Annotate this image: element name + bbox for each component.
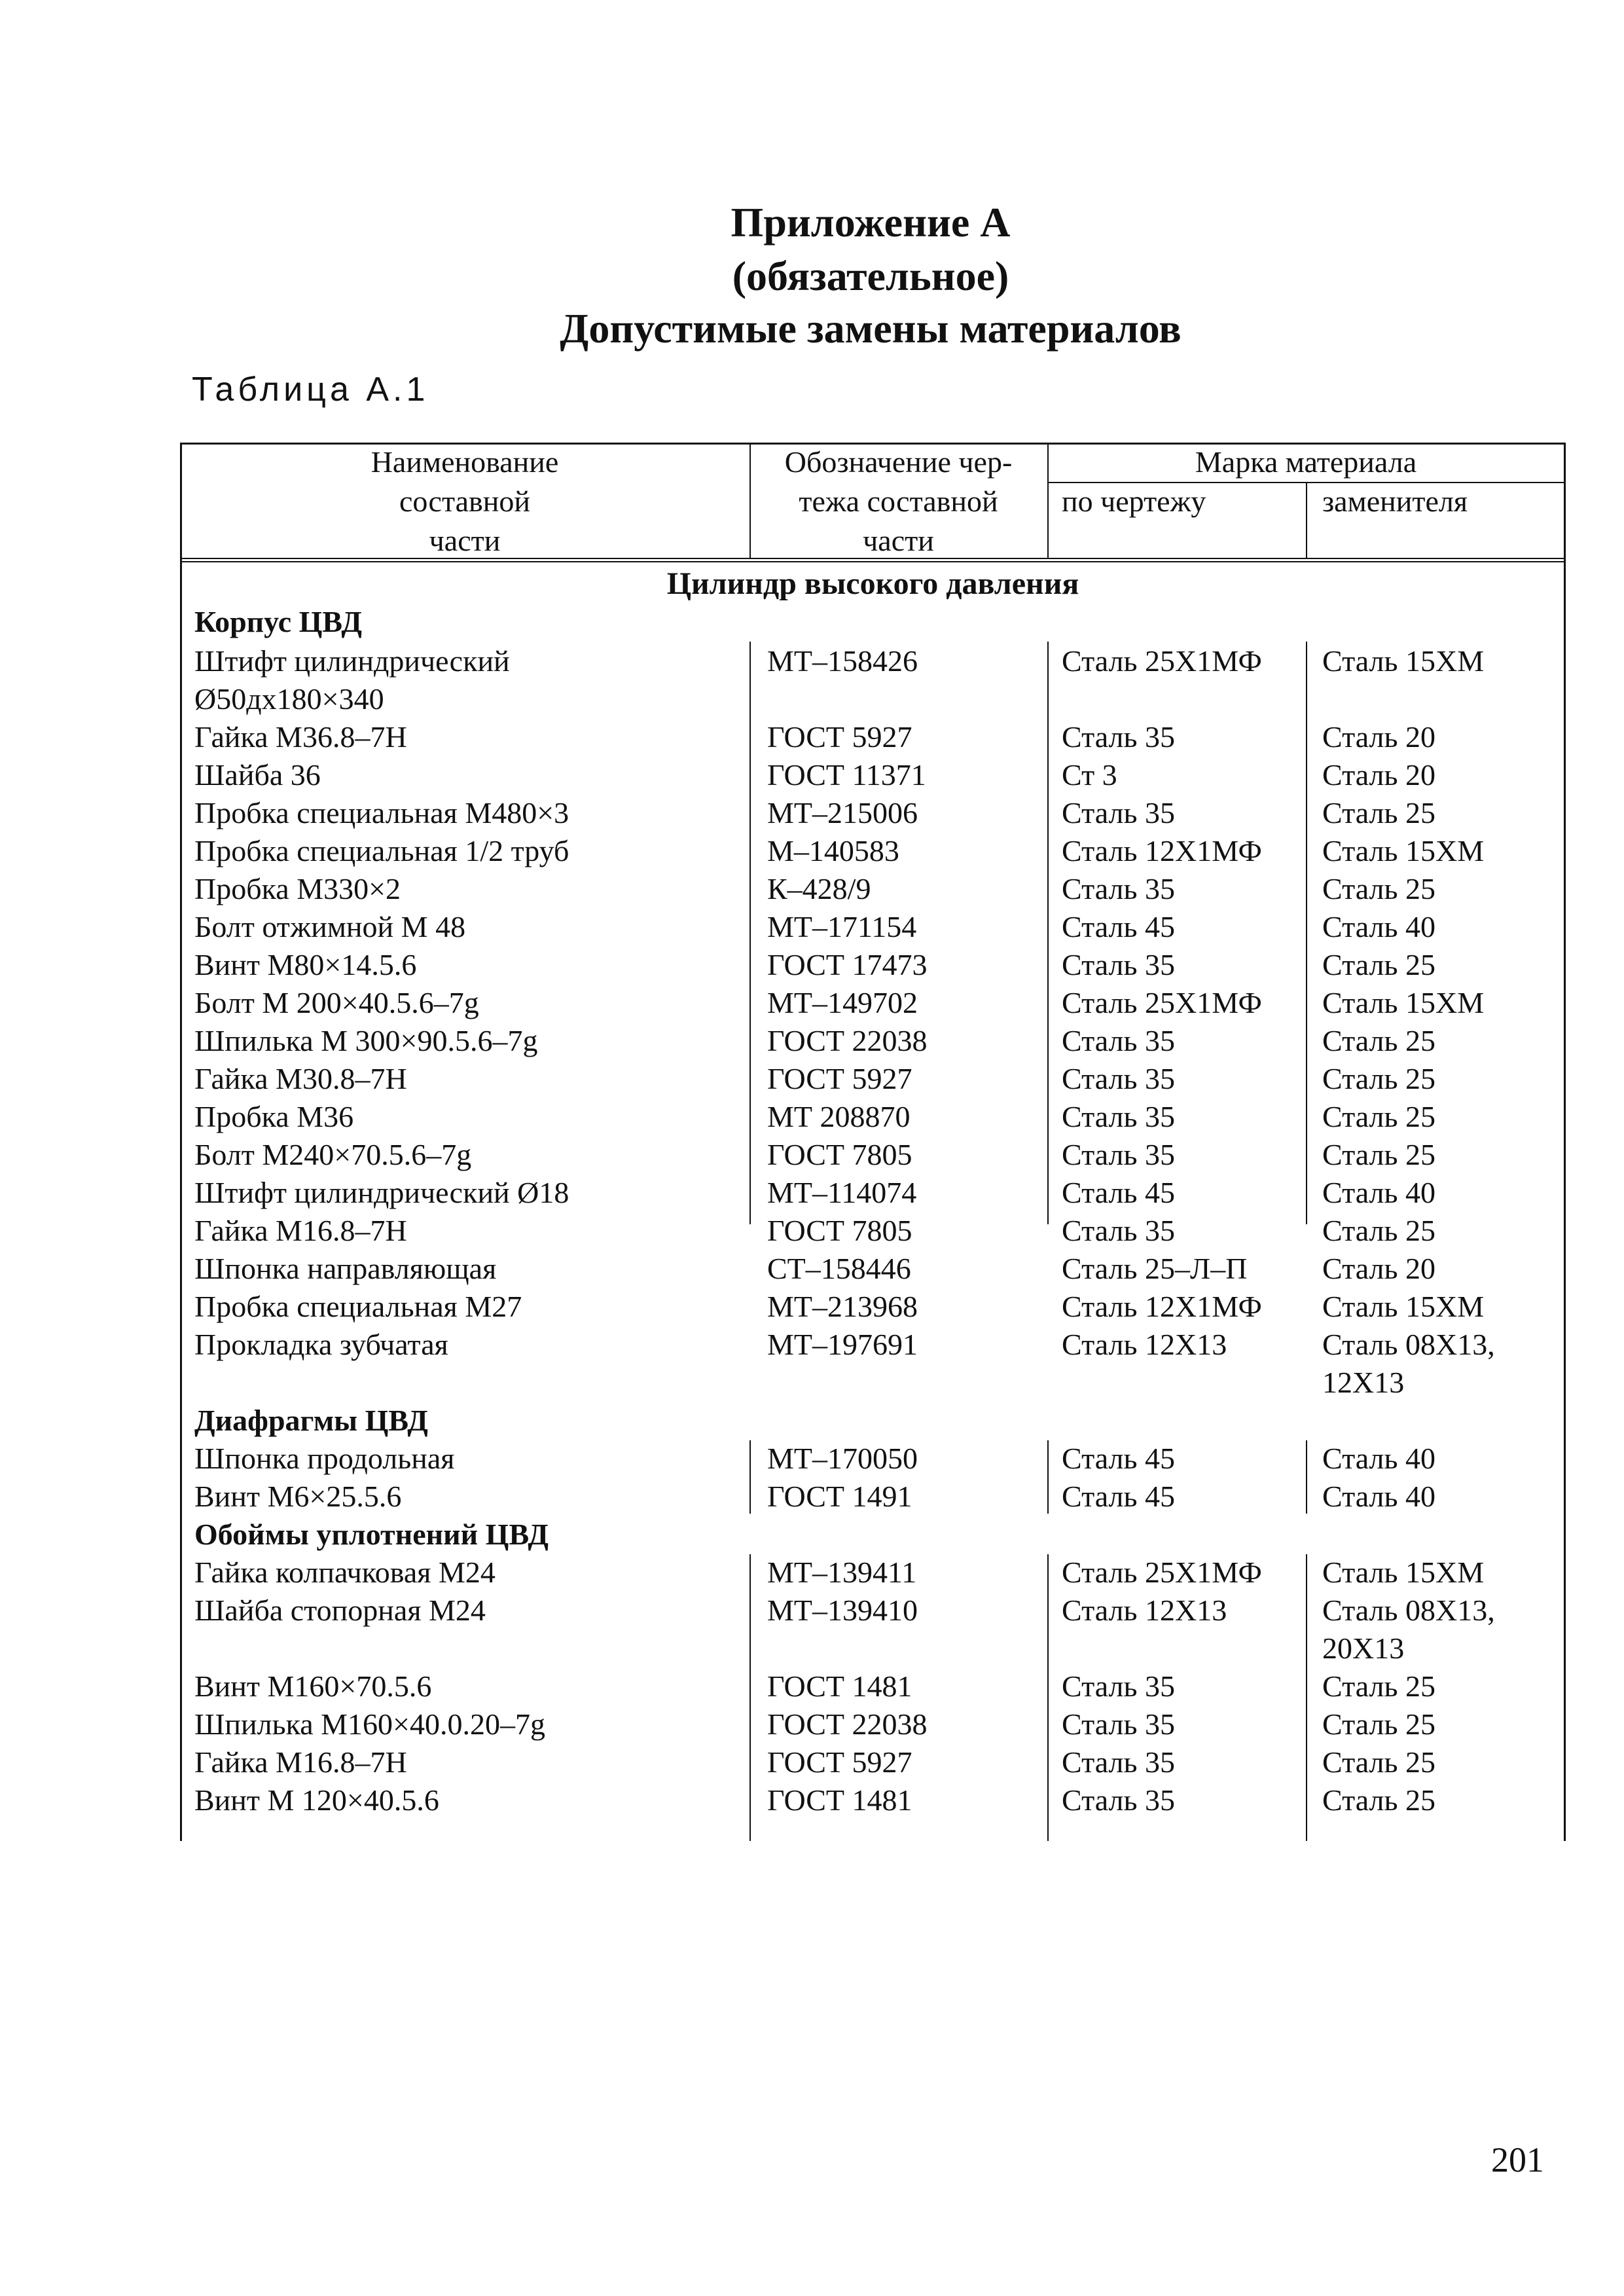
drawing-code: ГОСТ 22038 (767, 1024, 928, 1057)
substitute: Сталь 15ХМ (1322, 986, 1485, 1019)
table-row (180, 1021, 1566, 1061)
substitute: Сталь 25 (1322, 1024, 1435, 1057)
group-title: Диафрагмы ЦВД (194, 1404, 428, 1437)
drawing-code: ГОСТ 5927 (767, 1062, 912, 1095)
table-row-continuation (180, 1363, 1566, 1402)
material: Сталь 45 (1062, 1442, 1175, 1475)
substitute-continuation: 20Х13 (1322, 1631, 1405, 1665)
drawing-code: МТ–171154 (767, 910, 917, 943)
table-row (180, 1477, 1566, 1516)
table-row-continuation (180, 1629, 1566, 1668)
substitute: Сталь 20 (1322, 1252, 1435, 1285)
table-row (180, 983, 1566, 1023)
table-row (180, 945, 1566, 985)
drawing-code: МТ–149702 (767, 986, 918, 1019)
page-number: 201 (1491, 2140, 1544, 2179)
table-row (180, 1211, 1566, 1250)
material: Сталь 35 (1062, 1707, 1175, 1741)
table-row (180, 1743, 1566, 1782)
substitute: Сталь 20 (1322, 720, 1435, 754)
table-row (180, 1591, 1566, 1630)
substitute: Сталь 25 (1322, 1783, 1435, 1817)
table-row (180, 756, 1566, 795)
part-name: Винт М6×25.5.6 (194, 1480, 402, 1513)
column-header-drawing: Обозначение чер- тежа составной части (784, 445, 1013, 557)
appendix-title: Приложение А (731, 199, 1011, 246)
substitute: Сталь 25 (1322, 1669, 1435, 1703)
table-caption: Таблица А.1 (192, 371, 429, 409)
part-name: Гайка М30.8–7Н (194, 1062, 407, 1095)
drawing-code: МТ–139410 (767, 1594, 918, 1627)
material: Сталь 35 (1062, 1745, 1175, 1779)
table-row-continuation (180, 680, 1566, 719)
part-name: Шпилька М160×40.0.20–7g (194, 1707, 545, 1741)
substitute: Сталь 25 (1322, 1100, 1435, 1133)
column-header-substitute: заменителя (1322, 484, 1468, 518)
table-row (180, 1667, 1566, 1706)
table-row (180, 1097, 1566, 1137)
part-name: Пробка М36 (194, 1100, 354, 1133)
part-name: Штифт цилиндрический (194, 644, 510, 678)
table-row (180, 1059, 1566, 1099)
table-row (180, 1249, 1566, 1288)
substitute: Сталь 08Х13, (1322, 1328, 1495, 1361)
table-row (180, 718, 1566, 757)
substitute: Сталь 25 (1322, 948, 1435, 981)
part-name: Болт М240×70.5.6–7g (194, 1138, 472, 1171)
substitute: Сталь 15ХМ (1322, 1290, 1485, 1323)
material: Ст 3 (1062, 758, 1117, 792)
material: Сталь 45 (1062, 1176, 1175, 1209)
drawing-code: ГОСТ 17473 (767, 948, 928, 981)
material: Сталь 35 (1062, 948, 1175, 981)
substitute: Сталь 08Х13, (1322, 1594, 1495, 1627)
table-row (180, 1439, 1566, 1478)
material: Сталь 35 (1062, 1214, 1175, 1247)
drawing-code: МТ–158426 (767, 644, 918, 678)
drawing-code: СТ–158446 (767, 1252, 911, 1285)
material: Сталь 35 (1062, 1100, 1175, 1133)
part-name-continuation: Ø50дх180×340 (194, 682, 384, 716)
substitute: Сталь 25 (1322, 1214, 1435, 1247)
part-name: Шпонка направляющая (194, 1252, 497, 1285)
substitute: Сталь 25 (1322, 1138, 1435, 1171)
part-name: Винт М 120×40.5.6 (194, 1783, 439, 1817)
table-row (180, 1781, 1566, 1820)
material: Сталь 12Х13 (1062, 1594, 1227, 1627)
drawing-code: ГОСТ 5927 (767, 720, 912, 754)
material: Сталь 25Х1МФ (1062, 1556, 1262, 1589)
part-name: Шайба стопорная М24 (194, 1594, 486, 1627)
part-name: Шайба 36 (194, 758, 321, 792)
table-row (180, 642, 1566, 681)
group-title: Корпус ЦВД (194, 605, 363, 638)
material: Сталь 35 (1062, 1669, 1175, 1703)
substitute: Сталь 25 (1322, 1745, 1435, 1779)
material: Сталь 45 (1062, 1480, 1175, 1513)
table-row (180, 1287, 1566, 1326)
table-row (180, 1553, 1566, 1592)
drawing-code: ГОСТ 7805 (767, 1214, 912, 1247)
drawing-code: МТ–213968 (767, 1290, 918, 1323)
table-row (180, 1705, 1566, 1744)
material: Сталь 12Х1МФ (1062, 834, 1262, 867)
part-name: Пробка специальная М480×3 (194, 796, 569, 829)
drawing-code: ГОСТ 7805 (767, 1138, 912, 1171)
material: Сталь 35 (1062, 872, 1175, 905)
drawing-code: ГОСТ 11371 (767, 758, 926, 792)
drawing-code: ГОСТ 1481 (767, 1783, 912, 1817)
materials-table (180, 443, 1566, 1841)
material: Сталь 12Х13 (1062, 1328, 1227, 1361)
part-name: Пробка М330×2 (194, 872, 401, 905)
table-row (180, 1173, 1566, 1212)
substitute-continuation: 12Х13 (1322, 1366, 1405, 1399)
part-name: Пробка специальная 1/2 труб (194, 834, 569, 867)
material: Сталь 35 (1062, 1783, 1175, 1817)
drawing-code: ГОСТ 22038 (767, 1707, 928, 1741)
substitute: Сталь 15ХМ (1322, 834, 1485, 867)
drawing-code: ГОСТ 5927 (767, 1745, 912, 1779)
substitute: Сталь 40 (1322, 1480, 1435, 1513)
substitute: Сталь 25 (1322, 1062, 1435, 1095)
drawing-code: МТ–139411 (767, 1556, 917, 1589)
substitute: Сталь 25 (1322, 796, 1435, 829)
material: Сталь 35 (1062, 1062, 1175, 1095)
material: Сталь 45 (1062, 910, 1175, 943)
table-row (180, 1135, 1566, 1175)
part-name: Гайка колпачковая М24 (194, 1556, 496, 1589)
part-name: Винт М80×14.5.6 (194, 948, 417, 981)
drawing-code: МТ–114074 (767, 1176, 917, 1209)
drawing-code: МТ–197691 (767, 1328, 918, 1361)
material: Сталь 25–Л–П (1062, 1252, 1248, 1285)
substitute: Сталь 15ХМ (1322, 1556, 1485, 1589)
drawing-code: МТ–170050 (767, 1442, 918, 1475)
table-row (180, 907, 1566, 947)
appendix-subject: Допустимые замены материалов (560, 305, 1182, 352)
part-name: Пробка специальная М27 (194, 1290, 522, 1323)
substitute: Сталь 40 (1322, 910, 1435, 943)
substitute: Сталь 20 (1322, 758, 1435, 792)
material: Сталь 25Х1МФ (1062, 644, 1262, 678)
table-row (180, 869, 1566, 909)
drawing-code: К–428/9 (767, 872, 871, 905)
appendix-status: (обязательное) (732, 253, 1009, 299)
substitute: Сталь 25 (1322, 872, 1435, 905)
substitute: Сталь 15ХМ (1322, 644, 1485, 678)
material: Сталь 35 (1062, 1024, 1175, 1057)
table-row (180, 831, 1566, 871)
part-name: Болт отжимной М 48 (194, 910, 466, 943)
material: Сталь 35 (1062, 1138, 1175, 1171)
part-name: Шпонка продольная (194, 1442, 455, 1475)
substitute: Сталь 40 (1322, 1442, 1435, 1475)
column-header-drawing-material: по чертежу (1062, 484, 1206, 518)
drawing-code: ГОСТ 1491 (767, 1480, 912, 1513)
part-name: Шпилька М 300×90.5.6–7g (194, 1024, 538, 1057)
table-row (180, 1325, 1566, 1364)
drawing-code: М–140583 (767, 834, 899, 867)
material: Сталь 25Х1МФ (1062, 986, 1262, 1019)
substitute: Сталь 25 (1322, 1707, 1435, 1741)
material: Сталь 35 (1062, 796, 1175, 829)
drawing-code: МТ 208870 (767, 1100, 911, 1133)
part-name: Гайка М36.8–7Н (194, 720, 407, 754)
part-name: Штифт цилиндрический Ø18 (194, 1176, 569, 1209)
part-name: Гайка М16.8–7Н (194, 1214, 407, 1247)
section-title: Цилиндр высокого давления (666, 566, 1079, 601)
table-row (180, 793, 1566, 833)
column-header-material-group: Марка материала (1195, 445, 1417, 479)
material: Сталь 12Х1МФ (1062, 1290, 1262, 1323)
part-name: Болт М 200×40.5.6–7g (194, 986, 479, 1019)
group-title: Обоймы уплотнений ЦВД (194, 1518, 549, 1551)
part-name: Прокладка зубчатая (194, 1328, 448, 1361)
material: Сталь 35 (1062, 720, 1175, 754)
part-name: Гайка М16.8–7Н (194, 1745, 407, 1779)
column-header-name: Наименование составной части (370, 445, 559, 557)
drawing-code: ГОСТ 1481 (767, 1669, 912, 1703)
part-name: Винт М160×70.5.6 (194, 1669, 432, 1703)
substitute: Сталь 40 (1322, 1176, 1435, 1209)
drawing-code: МТ–215006 (767, 796, 918, 829)
